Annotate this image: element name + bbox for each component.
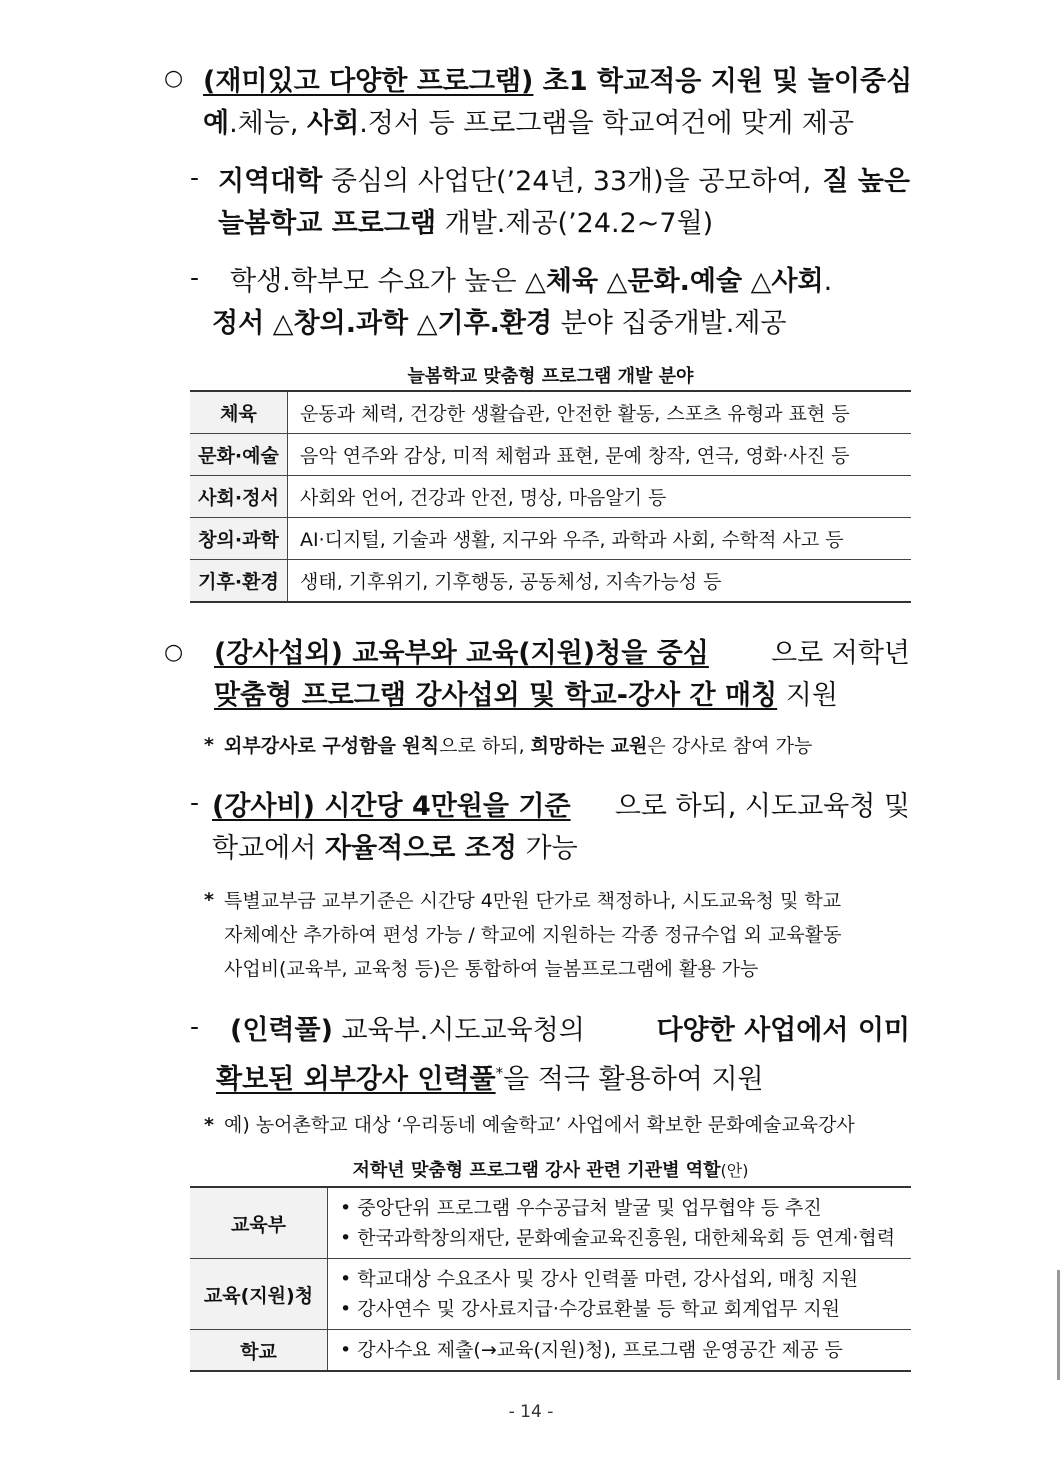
table-row: [190, 434, 911, 476]
text-local-univ: 지역대학: [218, 166, 323, 197]
text-society: 사회: [771, 266, 824, 297]
text-note1-mid: 으로 하되,: [439, 735, 531, 757]
s2-dash1-line1: [212, 787, 910, 827]
section1-heading: [203, 62, 912, 102]
org-cell: 학교: [190, 1330, 328, 1372]
text-tri4: △: [408, 308, 438, 339]
field-cell: 체육: [190, 391, 288, 434]
table-row: [190, 1187, 911, 1259]
table-row: [190, 518, 911, 560]
text-pool: (인력풀): [230, 1015, 333, 1046]
note1: [224, 731, 812, 761]
text-support: 지원: [777, 680, 838, 711]
role-item: • 강사수요 제출(→교육(지원)청), 프로그램 운영공간 제공 등: [340, 1339, 843, 1361]
dash-3: -: [190, 788, 200, 817]
role-item: • 중앙단위 프로그램 우수공급처 발굴 및 업무협약 등 추진: [340, 1197, 822, 1219]
text-jeongseo: .정서: [359, 108, 420, 139]
text-pool-mid: 교육부.시도교육청의: [332, 1015, 585, 1046]
field-cell: 사회·정서: [190, 476, 288, 518]
s1-dash2-line2: [212, 304, 786, 344]
section1-heading-tag: (재미있고 다양한 프로그램): [203, 66, 534, 97]
text-dot: .: [823, 266, 833, 297]
desc-cell: AI·디지털, 기술과 생활, 지구와 우주, 과학과 사회, 수학적 사고 등: [288, 518, 912, 560]
section2-bullet: ○: [164, 640, 184, 665]
dash-4: -: [190, 1012, 200, 1041]
s1-dash1-line1: [218, 162, 910, 202]
note2-star: *: [204, 889, 214, 911]
text-creative-science: 창의.과학: [293, 308, 409, 339]
org-cell: 교육(지원)청: [190, 1259, 328, 1330]
program-fields-table: [190, 390, 911, 603]
text-comma: ,: [289, 108, 308, 139]
text-lower-grade: 으로 저학년: [771, 638, 910, 669]
note3-star: *: [204, 1114, 214, 1136]
text-tri2: △: [742, 266, 772, 297]
text-climate-env: 기후.환경: [437, 308, 553, 339]
s2-dash1-line2: [212, 829, 578, 869]
text-note1-end: 은 강사로 참여 가능: [647, 735, 813, 757]
text-line2-rest: 등 프로그램을 학교여건에 맞게 제공: [419, 108, 855, 139]
roles-cell: [328, 1259, 912, 1330]
text-secured-pool: 확보된 외부강사 인력풀: [216, 1064, 496, 1095]
text-teachers: 희망하는 교원: [530, 735, 648, 757]
table-row: [190, 560, 911, 603]
role-item: • 학교대상 수요조사 및 강사 인력풀 마련, 강사섭외, 매칭 지원: [340, 1268, 859, 1290]
desc-cell: 음악 연주와 감상, 미적 체험과 표현, 문예 창작, 연극, 영화·사진 등: [288, 434, 912, 476]
text-matching: 맞춤형 프로그램 강사섭외 및 학교-강사 간 매칭: [214, 680, 778, 711]
text-ye: 예: [203, 108, 230, 139]
table2-caption: [190, 1156, 911, 1182]
section2-line2: [214, 676, 838, 716]
roles-cell: [328, 1187, 912, 1259]
text-sup-star: *: [495, 1064, 504, 1082]
section2-heading: [214, 634, 910, 674]
text-emotion: 정서: [212, 308, 265, 339]
text-utilize: 을 적극 활용하여 지원: [503, 1064, 764, 1095]
desc-cell: 생태, 기후위기, 기후행동, 공동체성, 지속가능성 등: [288, 560, 912, 603]
text-possible: 가능: [516, 833, 578, 864]
text-sahoe: 사회: [307, 108, 360, 139]
table1-caption: 늘봄학교 맞춤형 프로그램 개발 분야: [407, 366, 694, 387]
text-various: 다양한 사업에서 이미: [656, 1015, 910, 1046]
page-number: - 14 -: [508, 1402, 554, 1422]
field-cell: 문화·예술: [190, 434, 288, 476]
text-cheneung: .체능: [229, 108, 290, 139]
note3: 예) 농어촌학교 대상 ‘우리동네 예술학교’ 사업에서 확보한 문화예술교육강사: [224, 1114, 855, 1136]
text-sports: 체육: [545, 266, 599, 297]
text-d2-end: 분야 집중개발.제공: [552, 308, 787, 339]
table-row: [190, 476, 911, 518]
text-d1-mid: 중심의 사업단(’24년, 33개)을 공모하여,: [322, 166, 812, 197]
table2-caption-draft: (안): [720, 1161, 749, 1180]
s2-dash2-line2: [216, 1053, 764, 1100]
role-item: • 강사연수 및 강사료지급·수강료환불 등 학교 회계업무 지원: [340, 1298, 841, 1320]
role-item: • 한국과학창의재단, 문화예술교육진흥원, 대한체육회 등 연계·협력: [340, 1227, 896, 1249]
desc-cell: 사회와 언어, 건강과 안전, 명상, 마음알기 등: [288, 476, 912, 518]
text-external-principle: 외부강사로 구성함을 원칙: [224, 735, 440, 757]
section1-heading-rest: 초1 학교적응 지원 및 놀이중심: [533, 66, 913, 97]
text-autonomous: 자율적으로 조정: [324, 833, 517, 864]
table-row: [190, 1330, 911, 1372]
table-row: [190, 391, 911, 434]
page-edge-mark: [1057, 1270, 1060, 1380]
dash-1: -: [190, 163, 200, 192]
s2-dash2-line1: [230, 1011, 910, 1051]
roles-cell: [328, 1330, 912, 1372]
text-tri3: △: [264, 308, 294, 339]
text-neulbom-program: 늘봄학교 프로그램: [218, 208, 437, 239]
section1-bullet: ○: [164, 66, 184, 91]
org-cell: 교육부: [190, 1187, 328, 1259]
field-cell: 기후·환경: [190, 560, 288, 603]
text-fee-rest: 으로 하되, 시도교육청 및: [614, 791, 910, 822]
note2-line2: 자체예산 추가하여 편성 가능 / 학교에 지원하는 각종 정규수업 외 교육활동: [224, 924, 842, 946]
note2-line3: 사업비(교육부, 교육청 등)은 통합하여 늘봄프로그램에 활용 가능: [224, 958, 759, 980]
text-dev-provide: 개발.제공(’24.2~7월): [436, 208, 714, 239]
text-tri1: △: [598, 266, 628, 297]
s1-dash1-line2: [218, 204, 713, 244]
table-row: [190, 1259, 911, 1330]
roles-table: [190, 1186, 911, 1372]
text-high-quality: 질 높은: [822, 166, 910, 197]
dash-2: -: [190, 263, 200, 292]
s1-dash2-line1: [230, 262, 910, 302]
section1-line2: [203, 104, 854, 144]
desc-cell: 운동과 체력, 건강한 생활습관, 안전한 활동, 스포츠 유형과 표현 등: [288, 391, 912, 434]
text-d2-start: 학생.학부모 수요가 높은 △: [230, 266, 546, 297]
field-cell: 창의·과학: [190, 518, 288, 560]
text-lecturer-recruit: (강사섭외) 교육부와 교육(지원)청을 중심: [214, 638, 709, 669]
text-school-from: 학교에서: [212, 833, 325, 864]
note2-line1: 특별교부금 교부기준은 시간당 4만원 단가로 책정하나, 시도교육청 및 학교: [224, 890, 842, 912]
note1-star: *: [204, 734, 214, 756]
text-fee: (강사비) 시간당 4만원을 기준: [212, 791, 571, 822]
table2-caption-text: 저학년 맞춤형 프로그램 강사 관련 기관별 역할: [352, 1160, 721, 1181]
text-culture-art: 문화.예술: [627, 266, 743, 297]
